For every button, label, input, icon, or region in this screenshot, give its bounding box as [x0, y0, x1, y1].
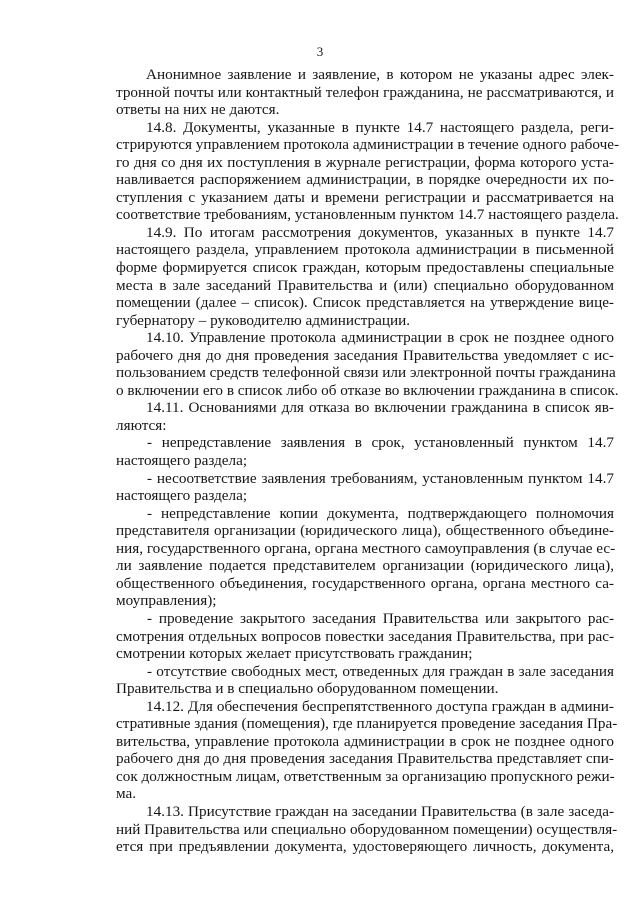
text-line: ма. — [116, 785, 137, 803]
text-line: ния, государственного органа, органа местного самоуправления (в случае ес- — [116, 539, 616, 557]
text-line: го дня со дня их поступления в журнале регистрации, форма которого уста- — [116, 153, 614, 171]
text-line: ляются: — [116, 416, 167, 434]
text-line: моуправления); — [116, 592, 217, 610]
text-line: ступления с указанием даты и времени регистрации и рассматривается на — [116, 188, 614, 206]
page-number: 3 — [316, 44, 324, 59]
text-line: губернатору – руководителю администрации. — [116, 311, 411, 329]
text-line: тронной почты или контактный телефон гражданина, не рассматриваются, и — [116, 83, 614, 101]
text-line: смотрения отдельных вопросов повестки заседания Правительства, при рас- — [116, 627, 614, 645]
text-line: помещении (далее – список). Список представляется на утверждение вице- — [116, 294, 614, 312]
text-line: настоящего раздела; — [116, 452, 248, 470]
text-line: пользованием средств телефонной связи или электронной почты гражданина — [116, 364, 616, 382]
document-body — [116, 66, 620, 856]
text-line: 14.11. Основаниями для отказа во включении гражданина в список яв- — [146, 399, 614, 417]
text-line: Правительства и в специально оборудованном помещении. — [116, 680, 499, 698]
text-line: - проведение закрытого заседания Правительства или закрытого рас- — [147, 609, 614, 627]
text-line: 14.9. По итогам рассмотрения документов, указанных в пункте 14.7 — [146, 223, 614, 241]
text-line: 14.8. Документы, указанные в пункте 14.7 настоящего раздела, реги- — [146, 118, 614, 136]
text-line: соответствие требованиям, установленным пунктом 14.7 настоящего раздела. — [116, 206, 619, 224]
text-line: места в зале заседаний Правительства и (или) специально оборудованном — [116, 276, 614, 294]
text-line: смотрении которых желает присутствовать гражданин; — [116, 645, 473, 663]
text-line: навливается распоряжением администрации, в порядке очередности их по- — [116, 171, 614, 189]
text-line: вительства, управление протокола администрации в срок не позднее одного — [116, 732, 614, 750]
text-line: - непредставление заявления в срок, установленный пунктом 14.7 — [147, 434, 614, 452]
text-line: сок должностным лицам, ответственным за организацию пропускного режи- — [116, 767, 615, 785]
text-line: 14.13. Присутствие граждан на заседании Правительства (в зале заседа- — [146, 802, 614, 820]
text-line: настоящего раздела, управлением протокола администрации в письменной — [116, 241, 614, 259]
text-line: ли заявление подается представителем организации (юридического лица), — [116, 557, 614, 575]
text-line: ется при предъявлении документа, удостоверяющего личность, документа, — [116, 838, 614, 856]
text-line: ний Правительства или специально оборудованном помещении) осуществля- — [116, 820, 618, 838]
text-line: ответы на них не даются. — [116, 101, 280, 119]
text-line: - несоответствие заявления требованиям, установленным пунктом 14.7 — [147, 469, 614, 487]
text-line: рабочего дня до дня проведения заседания Правительства представляет спи- — [116, 750, 614, 768]
text-line: о включении его в список либо об отказе во включении гражданина в список. — [116, 381, 619, 399]
text-line: форме формируется список граждан, которым предоставлены специальные — [116, 259, 614, 277]
text-line: - отсутствие свободных мест, отведенных для граждан в зале заседания — [147, 662, 614, 680]
text-line: 14.10. Управление протокола администрации в срок не позднее одного — [146, 329, 614, 347]
text-line: стративные здания (помещения), где планируется проведение заседания Пра- — [116, 715, 618, 733]
text-line: 14.12. Для обеспечения беспрепятственного доступа граждан в админи- — [146, 697, 614, 715]
text-line: Анонимное заявление и заявление, в котором не указаны адрес элек- — [146, 66, 614, 83]
text-line: общественного объединения, государственного органа, органа местного са- — [116, 574, 614, 592]
text-line: представителя организации (юридического лица), общественного объедине- — [116, 522, 614, 540]
text-line: стрируются управлением протокола администрации в течение одного рабоче- — [116, 136, 620, 154]
text-line: настоящего раздела; — [116, 487, 248, 505]
text-line: - непредставление копии документа, подтверждающего полномочия — [147, 504, 614, 522]
text-line: рабочего дня до дня проведения заседания Правительства уведомляет с ис- — [116, 346, 614, 364]
